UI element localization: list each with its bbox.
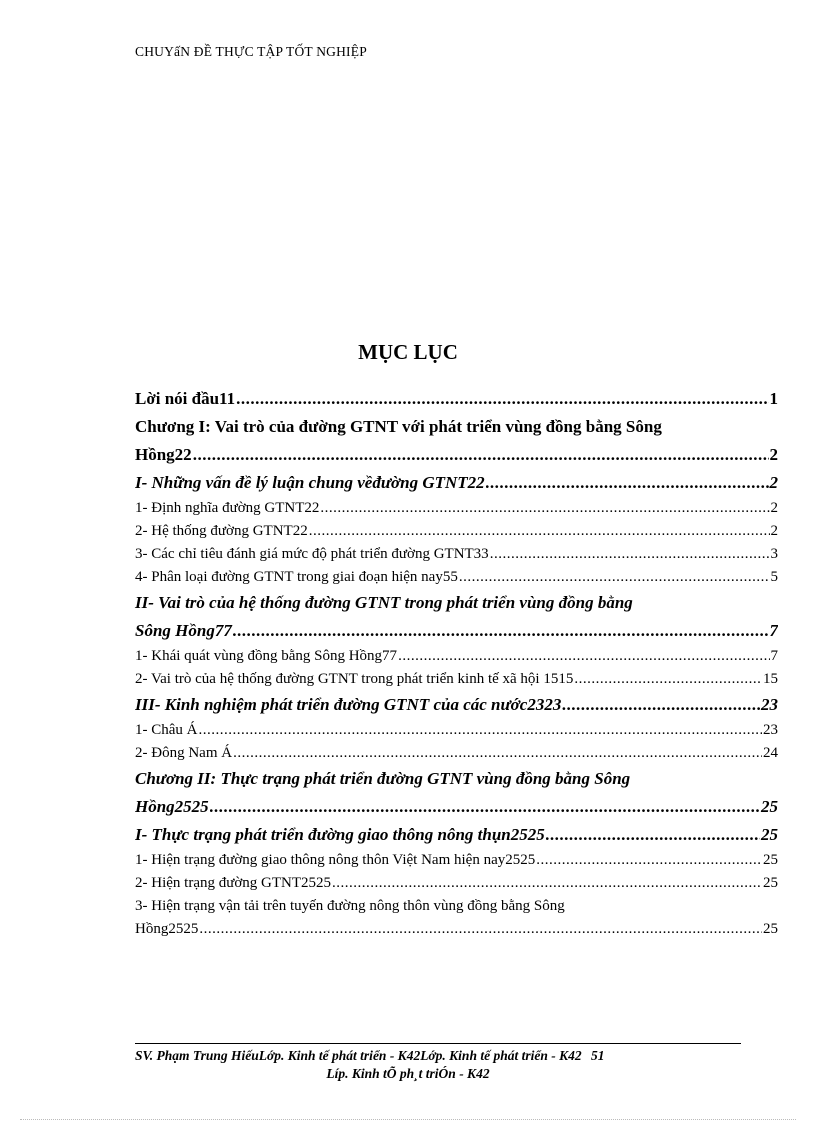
toc-entry-3-2[interactable] [135,742,778,765]
dot-leader [233,742,762,765]
dot-leader [562,691,760,719]
toc-entry-label: 4- Phân loại đường GTNT trong giai đoạn hiện nay55 [135,569,458,585]
toc-page-number: 23 [763,722,778,738]
toc-page-number: 7 [769,621,778,640]
toc-page-number: 2 [770,500,778,516]
toc-entry-ch2-1-2[interactable] [135,872,778,895]
toc-page-number: 15 [763,671,778,687]
toc-entry-1-4[interactable] [135,566,778,589]
toc-entry-label: Sông Hồng77 [135,621,232,640]
toc-entry-ch2-1-3[interactable] [135,895,778,941]
footer-author-line [135,1048,604,1064]
toc-entry-1-1[interactable] [135,497,778,520]
toc-entry-label: 1- Hiện trạng đường giao thông nông thôn Việt Nam hiện nay2525 [135,852,536,868]
dot-leader [536,849,762,872]
toc-entry-section-2[interactable] [135,589,778,645]
toc-entry-label: Hồng2525 [135,797,209,816]
toc-entry-label: 2- Hiện trạng đường GTNT2525 [135,875,332,891]
dot-leader [210,793,760,821]
dot-leader [486,469,769,497]
toc-page-number: 5 [770,569,778,585]
toc-entry-label: 1- Định nghĩa đường GTNT22 [135,500,320,516]
dot-leader [320,497,769,520]
toc-entry-chapter-2[interactable] [135,765,778,821]
dot-leader [332,872,762,895]
dot-leader [233,617,769,645]
toc-entry-label: Hồng22 [135,445,192,464]
dot-leader [309,520,770,543]
footer-divider [135,1043,741,1044]
toc-entry-line: Chương II: Thực trạng phát triển đường GTNT vùng đồng bằng Sông [135,769,631,788]
toc-entry-label: 1- Khái quát vùng đồng bằng Sông Hồng77 [135,648,398,664]
document-header-title: CHUYấN ĐỀ THỰC TẬP TỐT NGHIỆP [135,44,367,59]
footer-author-text: SV. Phạm Trung HiếuLớp. Kinh tế phát triển - K42Lớp. Kinh tế phát triển - K42 [135,1048,582,1063]
toc-entry-label: III- Kinh nghiệm phát triển đường GTNT của các nước2323 [135,695,562,714]
toc-heading: MỤC LỤC [358,340,458,364]
dot-leader [546,821,760,849]
toc-entry-chapter-1[interactable] [135,413,778,469]
toc-page-number: 1 [769,389,778,408]
toc-entry-line: II- Vai trò của hệ thống đường GTNT trong phát triển vùng đồng bằng [135,593,633,612]
toc-entry-section-ch2-1[interactable] [135,821,778,849]
toc-entry-3-1[interactable] [135,719,778,742]
toc-entry-section-3[interactable] [135,691,778,719]
toc-entry-preface[interactable] [135,385,778,413]
toc-page-number: 25 [763,852,778,868]
toc-page-number: 24 [763,745,778,761]
footer-class-line: Líp. Kinh tÕ ph¸t triÓn - K42 [326,1066,490,1081]
dot-leader [193,441,769,469]
toc-page-number: 23 [761,695,778,714]
toc-page-number: 25 [763,921,778,937]
toc-entry-label: 2- Đông Nam Á [135,745,233,761]
toc-entry-ch2-1-1[interactable] [135,849,778,872]
dot-leader [199,918,762,941]
toc-page-number: 7 [770,648,778,664]
toc-entry-2-1[interactable] [135,645,778,668]
toc-page-number: 25 [761,797,778,816]
dot-leader [459,566,770,589]
toc-page-number: 2 [770,523,778,539]
toc-entry-line: 3- Hiện trạng vận tải trên tuyến đường nông thôn vùng đồng bằng Sông [135,898,565,914]
dot-leader [490,543,770,566]
toc-page-number: 2 [769,473,778,492]
toc-entry-label: Hồng2525 [135,921,199,937]
toc-entry-line: Chương I: Vai trò của đường GTNT với phát triển vùng đồng bằng Sông [135,417,662,436]
toc-entry-1-3[interactable] [135,543,778,566]
toc-page-number: 25 [761,825,778,844]
dot-leader [236,385,768,413]
dot-leader [398,645,769,668]
page-bottom-edge [20,1119,796,1120]
table-of-contents [135,385,778,941]
toc-entry-1-2[interactable] [135,520,778,543]
dot-leader [574,668,762,691]
toc-entry-2-2[interactable] [135,668,778,691]
toc-entry-label: 3- Các chỉ tiêu đánh giá mức độ phát triển đường GTNT33 [135,546,489,562]
toc-page-number: 3 [770,546,778,562]
toc-entry-section-1[interactable] [135,469,778,497]
toc-entry-label: I- Những vấn đề lý luận chung vềđường GTNT22 [135,473,485,492]
toc-entry-label: Lời nói đầu11 [135,389,236,408]
toc-page-number: 25 [763,875,778,891]
toc-entry-label: 2- Hệ thống đường GTNT22 [135,523,308,539]
toc-page-number: 2 [769,445,778,464]
toc-entry-label: I- Thực trạng phát triển đường giao thông nông thụn2525 [135,825,545,844]
toc-entry-label: 2- Vai trò của hệ thống đường GTNT trong phát triển kinh tế xã hội 1515 [135,671,574,687]
footer-page-marker: 51 [590,1048,605,1063]
toc-entry-label: 1- Châu Á [135,722,198,738]
dot-leader [199,719,763,742]
